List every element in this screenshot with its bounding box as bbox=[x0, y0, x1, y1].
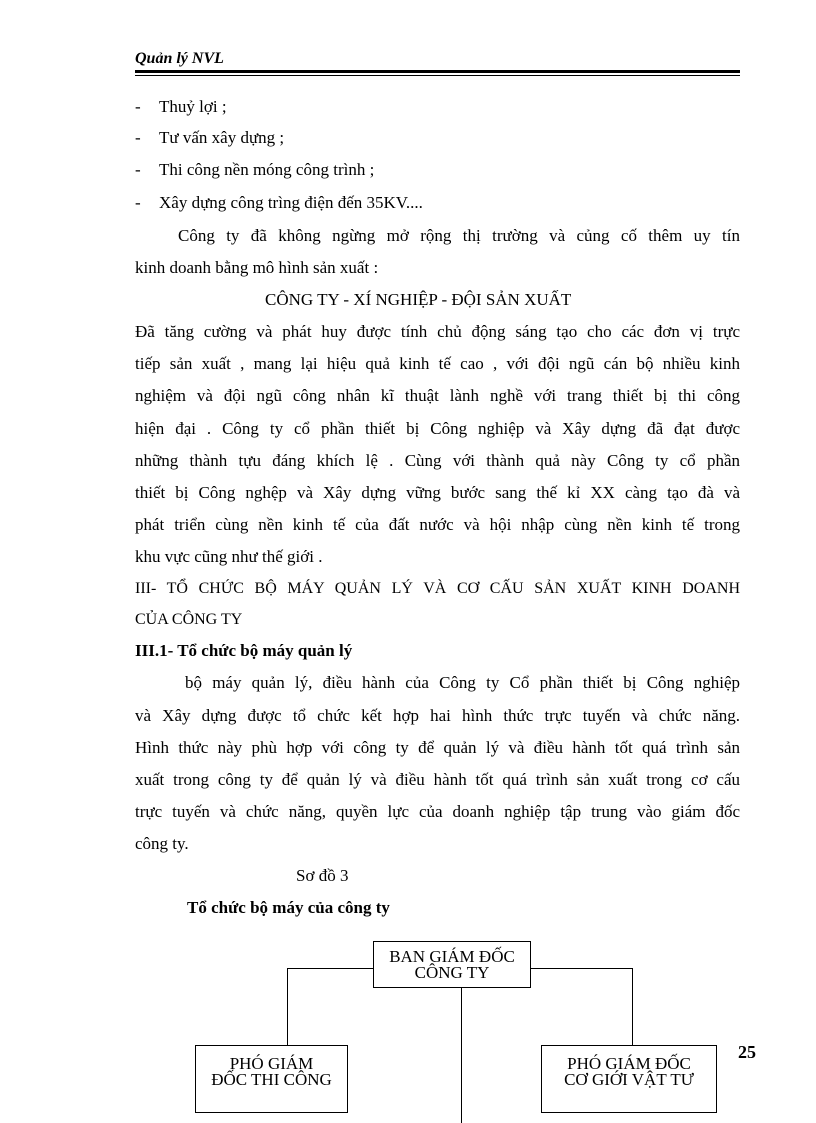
paragraph-line: xuất trong công ty để quản lý và điều hành tốt quá trình sản xuất trong cơ cấu bbox=[135, 770, 740, 789]
diagram-title: Tổ chức bộ máy của công ty bbox=[187, 898, 390, 917]
list-item-text: Thuỷ lợi ; bbox=[159, 97, 227, 116]
list-item-text: Thi công nền móng công trình ; bbox=[159, 160, 375, 179]
org-box-line: PHÓ GIÁM ĐỐC bbox=[567, 1054, 691, 1073]
org-box-line: ĐỐC THI CÔNG bbox=[211, 1070, 332, 1089]
paragraph-line: kinh doanh bằng mô hình sản xuất : bbox=[135, 258, 379, 277]
paragraph-line: công ty. bbox=[135, 834, 189, 853]
paragraph-line: tiếp sản xuất , mang lại hiệu quả kinh tế cao , với đội ngũ cán bộ nhiều kinh bbox=[135, 354, 740, 373]
page-number: 25 bbox=[738, 1042, 756, 1062]
running-header: Quản lý NVL bbox=[135, 50, 224, 67]
org-box-deputy-construction bbox=[195, 1045, 348, 1113]
section-heading: III- TỔ CHỨC BỘ MÁY QUẢN LÝ VÀ CƠ CẤU SẢN XUẤT KINH DOANH bbox=[135, 580, 740, 597]
connector-top-right bbox=[530, 968, 633, 969]
header-rule-thick bbox=[135, 70, 740, 73]
paragraph-line: những thành tựu đáng khích lệ . Cùng với thành quả này Công ty cổ phần bbox=[135, 451, 740, 470]
list-item-text: Xây dựng công trìng điện đến 35KV.... bbox=[159, 193, 423, 212]
diagram-label: Sơ đồ 3 bbox=[296, 866, 349, 885]
paragraph-line: bộ máy quản lý, điều hành của Công ty Cổ phần thiết bị Công nghiệp bbox=[185, 673, 740, 692]
org-box-line: CÔNG TY bbox=[414, 963, 490, 982]
connector-center-down bbox=[461, 987, 462, 1123]
bullet-dash: - bbox=[135, 128, 141, 147]
org-box-deputy-machinery bbox=[541, 1045, 717, 1113]
bullet-dash: - bbox=[135, 160, 141, 179]
model-heading: CÔNG TY - XÍ NGHIỆP - ĐỘI SẢN XUẤT bbox=[265, 290, 572, 309]
paragraph-line: Công ty đã không ngừng mở rộng thị trường và củng cố thêm uy tín bbox=[178, 226, 740, 245]
paragraph-line: phát triển cùng nền kinh tế của đất nước và hội nhập cùng nền kinh tế trong bbox=[135, 515, 740, 534]
paragraph-line: hiện đại . Công ty cổ phần thiết bị Công nghiệp và Xây dựng đã đạt được bbox=[135, 419, 740, 438]
paragraph-line: khu vực cũng như thế giới . bbox=[135, 547, 323, 566]
paragraph-line: thiết bị Công nghệp và Xây dựng vững bước sang thế kỉ XX càng tạo đà và bbox=[135, 483, 740, 502]
header-rule-thin bbox=[135, 75, 740, 76]
bullet-dash: - bbox=[135, 193, 141, 212]
list-item-text: Tư vấn xây dựng ; bbox=[159, 128, 285, 147]
paragraph-line: Đã tăng cường và phát huy được tính chủ động sáng tạo cho các đơn vị trực bbox=[135, 322, 740, 341]
org-box-line: CƠ GIỚI VẬT TƯ bbox=[564, 1070, 694, 1089]
connector-right-down bbox=[632, 968, 633, 1045]
paragraph-line: trực tuyến và chức năng, quyền lực của doanh nghiệp tập trung vào giám đốc bbox=[135, 802, 740, 821]
bullet-dash: - bbox=[135, 97, 141, 116]
paragraph-line: và Xây dựng được tổ chức kết hợp hai hình thức trực tuyến và chức năng. bbox=[135, 706, 740, 725]
connector-left-down bbox=[287, 968, 288, 1045]
paragraph-line: Hình thức này phù hợp với công ty để quản lý và điều hành tốt quá trình sản bbox=[135, 738, 740, 757]
connector-top-left bbox=[287, 968, 373, 969]
org-box-line: PHÓ GIÁM bbox=[229, 1054, 314, 1073]
section-heading-cont: CỦA CÔNG TY bbox=[135, 611, 243, 628]
org-box-board-of-directors bbox=[373, 941, 531, 988]
paragraph-line: nghiệm và đội ngũ công nhân kĩ thuật lành nghề với trang thiết bị thi công bbox=[135, 386, 740, 405]
subsection-heading: III.1- Tổ chức bộ máy quản lý bbox=[135, 641, 353, 660]
org-box-line: BAN GIÁM ĐỐC bbox=[389, 947, 515, 966]
